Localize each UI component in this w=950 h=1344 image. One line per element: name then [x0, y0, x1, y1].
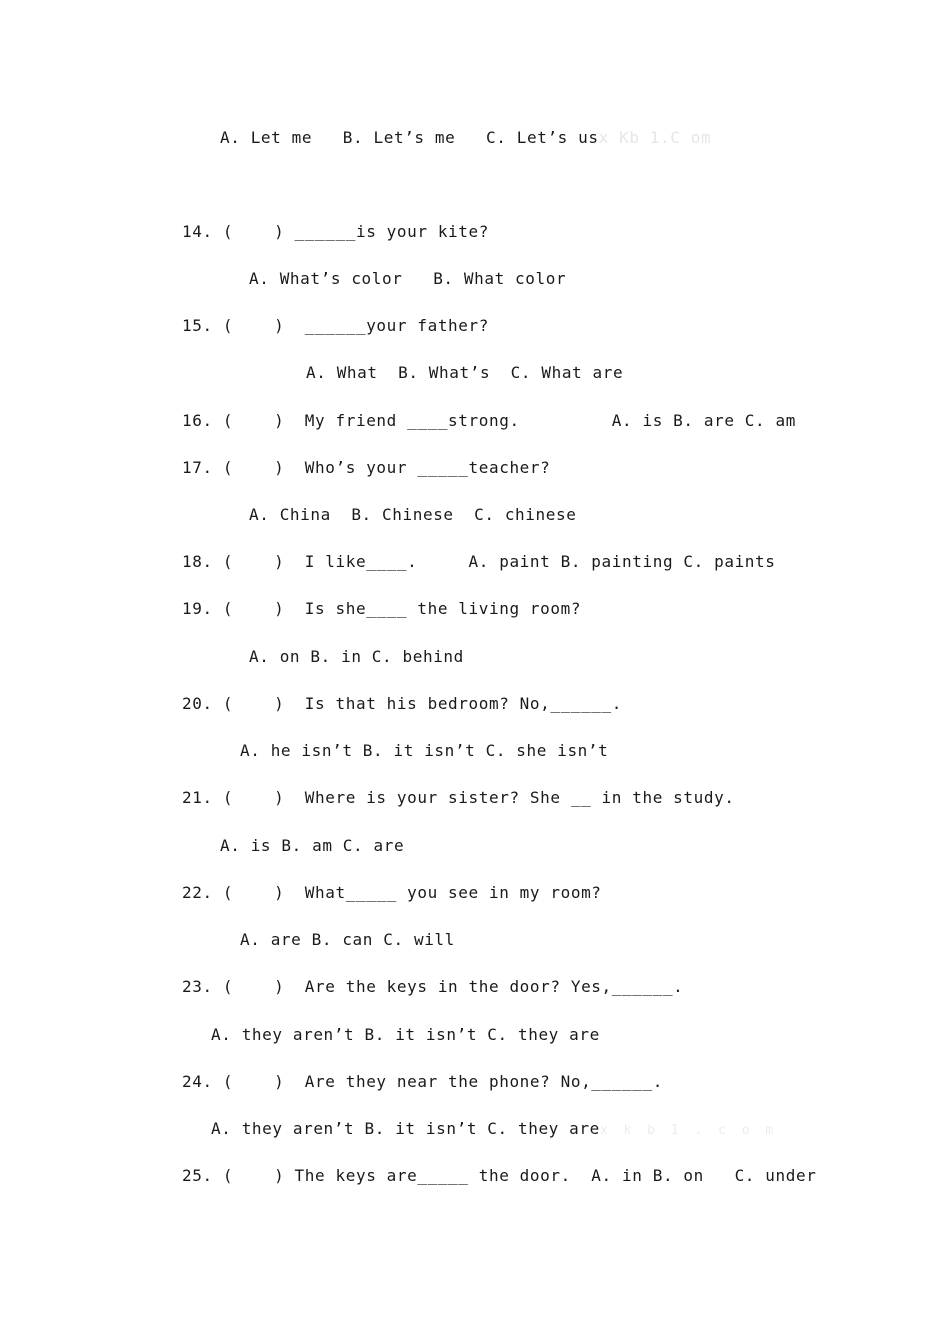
options-text: A. are B. can C. will	[240, 930, 455, 949]
question-22	[182, 882, 602, 904]
question-22-options	[240, 929, 455, 951]
question-23-options	[211, 1024, 600, 1046]
question-15-options	[306, 362, 623, 384]
question-20-options	[240, 740, 608, 762]
watermark-text: x k b 1 . c o m	[599, 1123, 778, 1138]
question-text: 18. ( ) I like____. A. paint B. painting C. paints	[182, 552, 776, 571]
question-14-options	[249, 268, 566, 290]
question-text: 23. ( ) Are the keys in the door? Yes,______.	[182, 977, 684, 996]
question-24	[182, 1071, 663, 1093]
options-text: A. China B. Chinese C. chinese	[249, 505, 577, 524]
watermark-text: x Kb 1.C om	[598, 128, 712, 147]
question-24-options	[211, 1118, 777, 1140]
question-text: 19. ( ) Is she____ the living room?	[182, 599, 582, 618]
question-text: 24. ( ) Are they near the phone? No,______.	[182, 1072, 663, 1091]
question-17-options	[249, 504, 576, 526]
question-14	[182, 221, 489, 243]
question-text: 14. ( ) ______is your kite?	[182, 222, 489, 241]
question-text: 16. ( ) My friend ____strong. A. is B. are C. am	[182, 411, 796, 430]
question-text: 20. ( ) Is that his bedroom? No,______.	[182, 694, 623, 713]
question-13-options	[220, 127, 711, 149]
question-text: 17. ( ) Who’s your _____teacher?	[182, 458, 551, 477]
question-text: 21. ( ) Where is your sister? She __ in the study.	[182, 788, 735, 807]
options-text: A. Let me B. Let’s me C. Let’s us	[220, 128, 599, 147]
options-text: A. What’s color B. What color	[249, 269, 567, 288]
question-20	[182, 693, 622, 715]
options-text: A. is B. am C. are	[220, 836, 405, 855]
question-16	[182, 410, 796, 432]
question-text: 25. ( ) The keys are_____ the door. A. in B. on C. under	[182, 1166, 817, 1185]
question-19	[182, 598, 581, 620]
question-text: 15. ( ) ______your father?	[182, 316, 489, 335]
question-23	[182, 976, 683, 998]
question-19-options	[249, 646, 464, 668]
question-17	[182, 457, 550, 479]
question-21	[182, 787, 735, 809]
question-15	[182, 315, 489, 337]
options-text: A. they aren’t B. it isn’t C. they are	[211, 1119, 600, 1138]
question-25	[182, 1165, 816, 1187]
options-text: A. on B. in C. behind	[249, 647, 464, 666]
options-text: A. What B. What’s C. What are	[306, 363, 624, 382]
question-21-options	[220, 835, 404, 857]
options-text: A. they aren’t B. it isn’t C. they are	[211, 1025, 600, 1044]
question-18	[182, 551, 776, 573]
question-text: 22. ( ) What_____ you see in my room?	[182, 883, 602, 902]
options-text: A. he isn’t B. it isn’t C. she isn’t	[240, 741, 609, 760]
